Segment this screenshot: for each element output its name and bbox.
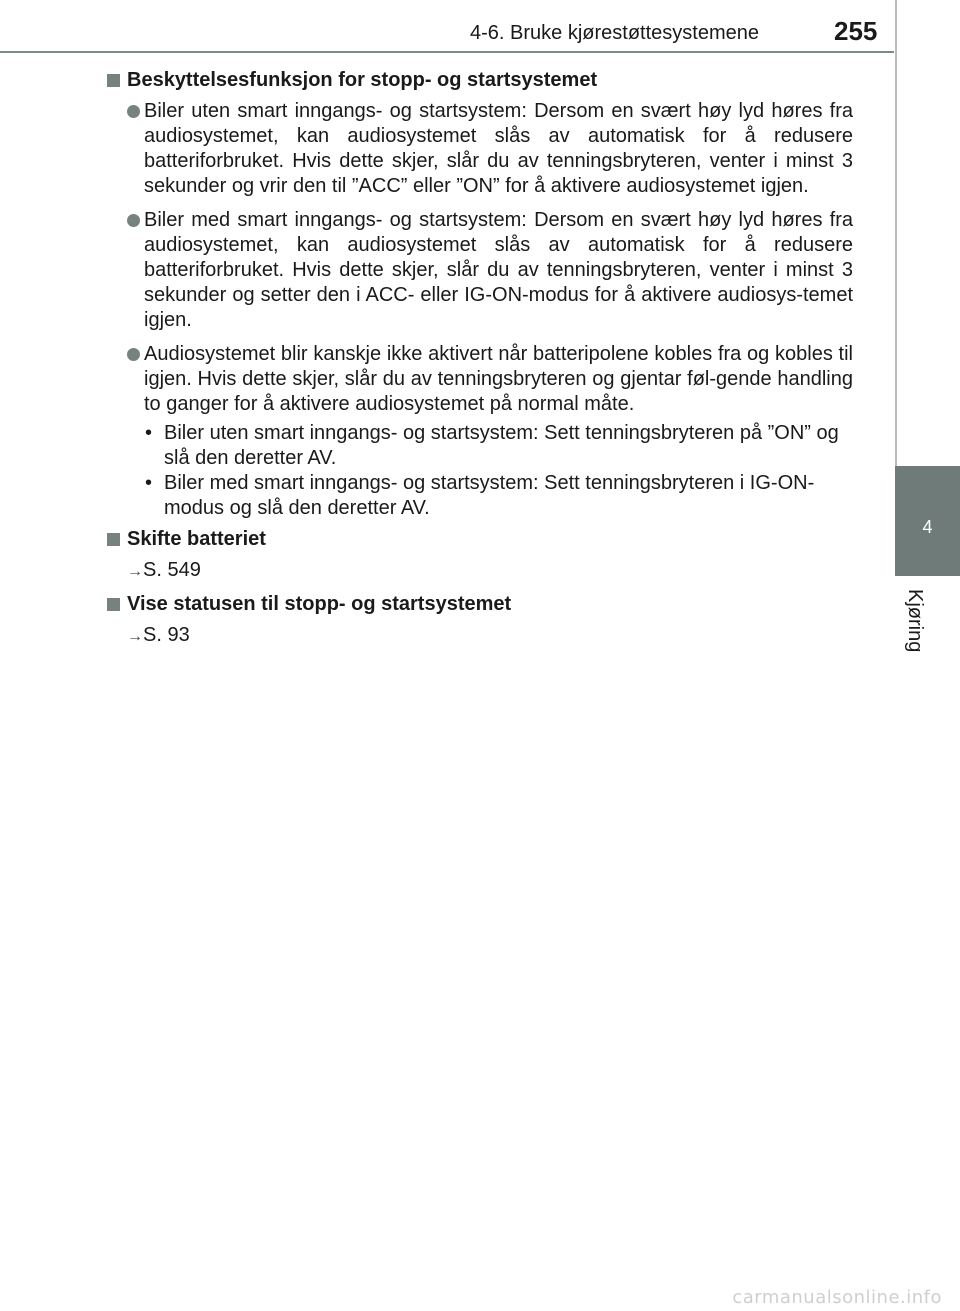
- sub-bullet-icon: •: [145, 422, 153, 444]
- arrow-right-icon: →: [127, 563, 143, 580]
- page-reference[interactable]: [107, 623, 853, 649]
- page-content: [107, 68, 853, 657]
- square-bullet-icon: [107, 533, 120, 546]
- square-bullet-icon: [107, 74, 120, 87]
- section-heading-text: Skifte batteriet: [127, 528, 266, 550]
- sub-list-item: [107, 471, 853, 521]
- circle-bullet-icon: [127, 348, 140, 361]
- paragraph: [107, 99, 853, 199]
- page-reference-text[interactable]: S. 549: [143, 559, 201, 581]
- paragraph-text: Audiosystemet blir kanskje ikke aktivert når batteripolene kobles fra og kobles til igjen. Hvis dette skjer, slår du av tenningsbryteren og gjentar føl-gende handling to ganger for å aktivere audiosystemet på normal måte.: [144, 343, 853, 415]
- sub-list-item: [107, 421, 853, 471]
- paragraph-text: Biler uten smart inngangs- og startsystem: Dersom en svært høy lyd høres fra audiosystemet, kan audiosystemet slås av automatisk for å redusere batteriforbruket. Hvis dette skjer, slår du av tenningsbryteren, venter i minst 3 sekunder og vrir den til ”ACC” eller ”ON” for å aktivere audiosystemet igjen.: [144, 100, 853, 197]
- paragraph-text: Biler med smart inngangs- og startsystem: Dersom en svært høy lyd høres fra audiosystemet, kan audiosystemet slås av automatisk for å redusere batteriforbruket. Hvis dette skjer, slår du av tenningsbryteren, venter i minst 3 sekunder og setter den i ACC- eller IG-ON-modus for å aktivere audiosys-temet igjen.: [144, 209, 853, 331]
- page-number: 255: [834, 16, 878, 46]
- section-heading: [107, 527, 853, 552]
- chapter-label: Kjøring: [904, 589, 926, 653]
- header-divider: [0, 51, 894, 53]
- side-tab-border: [895, 0, 960, 466]
- page-reference-text[interactable]: S. 93: [143, 624, 190, 646]
- paragraph: [107, 342, 853, 417]
- page-reference[interactable]: [107, 558, 853, 584]
- sub-bullet-icon: •: [145, 472, 153, 494]
- square-bullet-icon: [107, 598, 120, 611]
- section-title: 4-6. Bruke kjørestøttesystemene: [470, 22, 759, 44]
- chapter-side-tab: [895, 0, 960, 1311]
- section-heading-text: Beskyttelsesfunksjon for stopp- og startsystemet: [127, 69, 598, 91]
- section-heading-text: Vise statusen til stopp- og startsystemet: [127, 593, 512, 615]
- paragraph: [107, 208, 853, 333]
- watermark: carmanualsonline.info: [732, 1287, 942, 1308]
- sub-list-text: Biler uten smart inngangs- og startsystem: Sett tenningsbryteren på ”ON” og slå den deretter AV.: [164, 422, 839, 469]
- chapter-number: 4: [922, 517, 933, 537]
- arrow-right-icon: →: [127, 628, 143, 645]
- page-header: [0, 0, 893, 52]
- circle-bullet-icon: [127, 105, 140, 118]
- section-heading: [107, 68, 853, 93]
- circle-bullet-icon: [127, 214, 140, 227]
- sub-list-text: Biler med smart inngangs- og startsystem: Sett tenningsbryteren i IG-ON-modus og slå den deretter AV.: [164, 472, 815, 519]
- section-heading: [107, 592, 853, 617]
